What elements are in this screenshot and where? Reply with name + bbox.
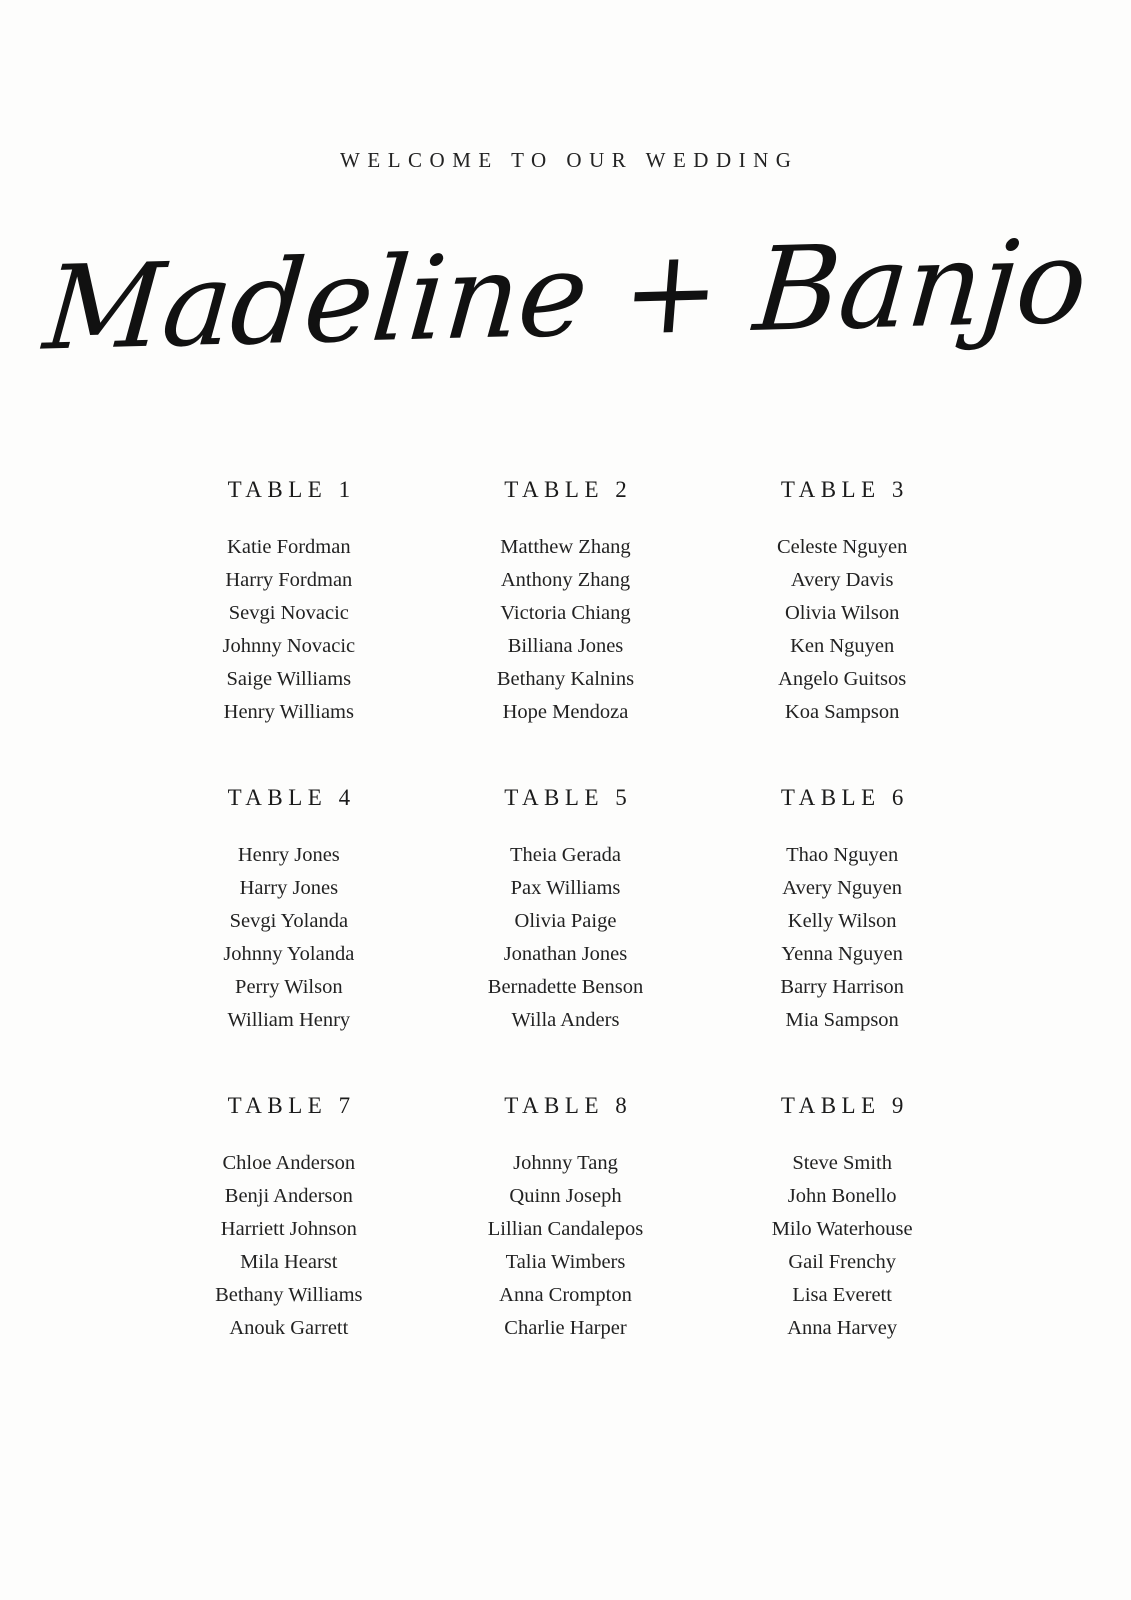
guest-name: Kelly Wilson	[787, 910, 897, 932]
guest-list	[427, 531, 704, 729]
guest-name: Willa Anders	[511, 1009, 620, 1031]
guest-name: William Henry	[227, 1009, 351, 1031]
guest-name: Yenna Nguyen	[781, 943, 903, 965]
guest-name: Pax Williams	[510, 877, 621, 899]
table-title: TABLE 2	[504, 477, 633, 502]
table-title: TABLE 9	[780, 1093, 909, 1118]
guest-name: Bethany Williams	[215, 1284, 363, 1306]
guest-name: Jonathan Jones	[503, 943, 628, 965]
guest-name: Olivia Wilson	[784, 602, 900, 624]
guest-name: Johnny Novacic	[222, 635, 356, 657]
guest-name: Perry Wilson	[235, 976, 343, 998]
table-title: TABLE 5	[504, 785, 633, 810]
tables-grid	[151, 477, 981, 1345]
guest-name: Barry Harrison	[780, 976, 904, 998]
guest-list	[427, 839, 704, 1037]
table-block	[151, 785, 428, 1037]
guest-name: Billiana Jones	[507, 635, 624, 657]
guest-name: Henry Jones	[237, 844, 340, 866]
guest-name: Talia Wimbers	[505, 1251, 626, 1273]
guest-name: Mila Hearst	[240, 1251, 338, 1273]
guest-name: Charlie Harper	[504, 1317, 627, 1339]
guest-name: Gail Frenchy	[788, 1251, 896, 1273]
guest-name: Victoria Chiang	[500, 602, 631, 624]
table-block	[427, 785, 704, 1037]
guest-name: Lillian Candalepos	[487, 1218, 644, 1240]
table-block	[704, 785, 981, 1037]
guest-name: Anthony Zhang	[500, 569, 631, 591]
guest-name: Steve Smith	[792, 1152, 892, 1174]
couple-names-text: Madeline + Banjo	[39, 214, 1092, 377]
table-title: TABLE 7	[227, 1093, 356, 1118]
guest-name: Katie Fordman	[227, 536, 351, 558]
table-title: TABLE 1	[227, 477, 356, 502]
guest-list	[151, 531, 428, 729]
guest-list	[704, 1147, 981, 1345]
guest-name: Johnny Yolanda	[223, 943, 355, 965]
guest-name: Johnny Tang	[513, 1152, 618, 1174]
table-title: TABLE 6	[780, 785, 909, 810]
guest-name: Sevgi Yolanda	[229, 910, 349, 932]
guest-name: Ken Nguyen	[790, 635, 895, 657]
guest-name: Lisa Everett	[792, 1284, 892, 1306]
table-title: TABLE 3	[780, 477, 909, 502]
welcome-heading: WELCOME TO OUR WEDDING	[340, 148, 799, 172]
table-block	[704, 477, 981, 729]
table-block	[427, 1093, 704, 1345]
guest-name: Theia Gerada	[510, 844, 621, 866]
table-block	[151, 477, 428, 729]
guest-name: Avery Davis	[790, 569, 894, 591]
guest-name: Celeste Nguyen	[776, 536, 908, 558]
guest-name: Quinn Joseph	[509, 1185, 622, 1207]
table-block	[704, 1093, 981, 1345]
guest-name: Chloe Anderson	[222, 1152, 356, 1174]
guest-name: Mia Sampson	[785, 1009, 899, 1031]
guest-list	[704, 531, 981, 729]
guest-name: Anouk Garrett	[229, 1317, 349, 1339]
guest-name: Angelo Guitsos	[778, 668, 907, 690]
table-title: TABLE 8	[504, 1093, 633, 1118]
guest-name: Thao Nguyen	[786, 844, 899, 866]
guest-name: Matthew Zhang	[500, 536, 631, 558]
guest-name: John Bonello	[787, 1185, 897, 1207]
guest-name: Benji Anderson	[224, 1185, 353, 1207]
guest-list	[151, 839, 428, 1037]
guest-name: Sevgi Novacic	[228, 602, 349, 624]
table-block	[151, 1093, 428, 1345]
table-title: TABLE 4	[227, 785, 356, 810]
guest-name: Milo Waterhouse	[771, 1218, 913, 1240]
guest-name: Bethany Kalnins	[496, 668, 635, 690]
guest-name: Bernadette Benson	[487, 976, 644, 998]
guest-list	[427, 1147, 704, 1345]
guest-name: Olivia Paige	[514, 910, 617, 932]
guest-name: Anna Crompton	[499, 1284, 632, 1306]
guest-name: Anna Harvey	[787, 1317, 898, 1339]
guest-name: Harry Fordman	[225, 569, 353, 591]
couple-names	[0, 201, 1131, 391]
guest-name: Koa Sampson	[784, 701, 900, 723]
guest-name: Henry Williams	[223, 701, 354, 723]
guest-name: Saige Williams	[226, 668, 352, 690]
guest-name: Harry Jones	[239, 877, 339, 899]
table-block	[427, 477, 704, 729]
guest-name: Harriett Johnson	[220, 1218, 357, 1240]
guest-list	[151, 1147, 428, 1345]
guest-name: Hope Mendoza	[502, 701, 629, 723]
guest-list	[704, 839, 981, 1037]
guest-name: Avery Nguyen	[782, 877, 903, 899]
